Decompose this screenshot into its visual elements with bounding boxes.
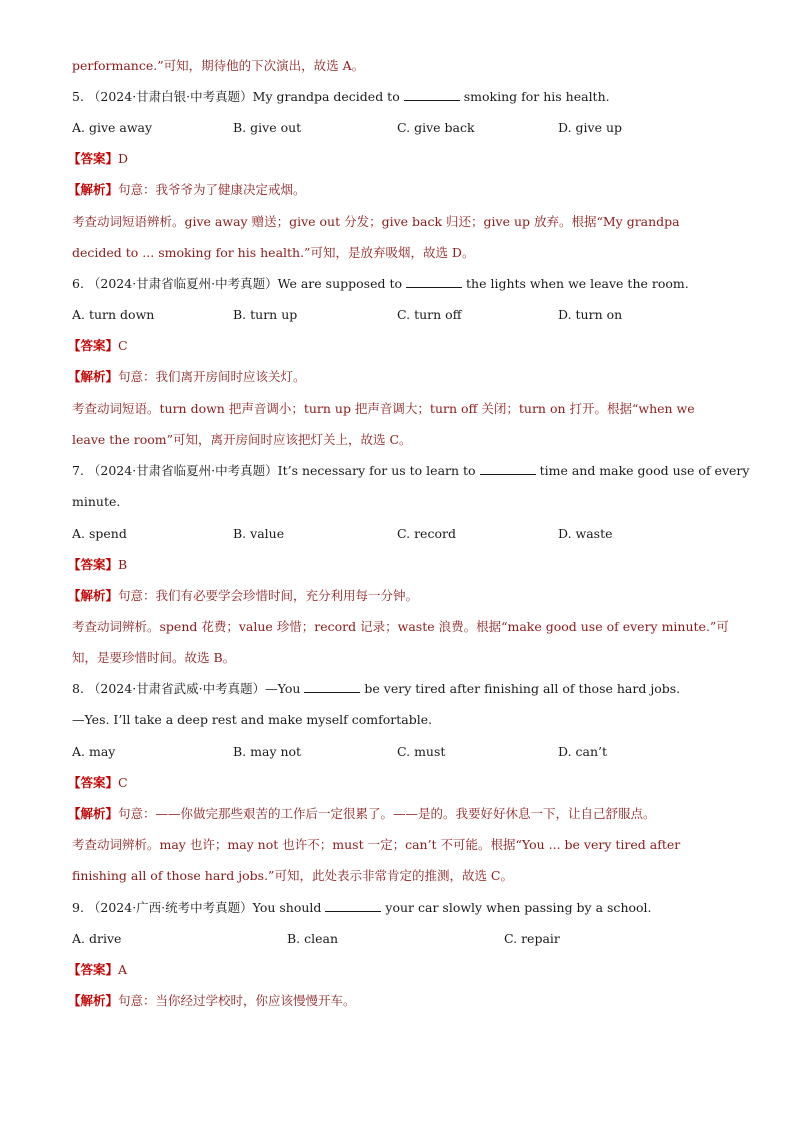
answer-value: B bbox=[118, 557, 128, 572]
analysis-text: 考查动词辨析。spend 花费；value 珍惜；record 记录；waste 浪费。根据“make good use of every minute.”可 bbox=[72, 619, 729, 634]
analysis-text: leave the room”可知，离开房间时应该把灯关上，故选 C。 bbox=[72, 432, 412, 447]
option-a: A. turn down bbox=[72, 307, 155, 322]
question-7-stem bbox=[72, 462, 749, 480]
analysis-line bbox=[68, 181, 306, 199]
question-5-stem bbox=[72, 88, 610, 106]
analysis-text: decided to ... smoking for his health.”可知，是放弃吸烟，故选 D。 bbox=[72, 245, 475, 260]
option-c: C. record bbox=[397, 526, 456, 541]
analysis-line bbox=[68, 587, 418, 605]
option-c: C. must bbox=[397, 744, 446, 759]
analysis-line bbox=[68, 992, 356, 1010]
stem-text: 6. （2024·甘肃省临夏州·中考真题）We are supposed to bbox=[72, 276, 402, 291]
analysis-label: 【解析】 bbox=[68, 993, 119, 1008]
analysis-label: 【解析】 bbox=[68, 369, 119, 384]
option-b: B. turn up bbox=[233, 307, 298, 322]
answer-value: A bbox=[118, 962, 128, 977]
answer-blank bbox=[480, 462, 536, 475]
option-a: A. drive bbox=[72, 931, 122, 946]
stem-continuation: minute. bbox=[72, 494, 121, 509]
option-a: A. may bbox=[72, 744, 116, 759]
answer-line bbox=[68, 556, 127, 574]
answer-label: 【答案】 bbox=[68, 557, 119, 572]
option-c: C. repair bbox=[504, 931, 560, 946]
analysis-text: 考查动词短语辨析。give away 赠送；give out 分发；give back 归还；give up 放弃。根据“My grandpa bbox=[72, 214, 680, 229]
analysis-label: 【解析】 bbox=[68, 182, 119, 197]
option-a: A. spend bbox=[72, 526, 127, 541]
answer-blank bbox=[325, 899, 381, 912]
analysis-text: 句意：——你做完那些艰苦的工作后一定很累了。——是的。我要好好休息一下，让自己舒服点。 bbox=[118, 806, 656, 821]
answer-value: D bbox=[118, 151, 129, 166]
stem-text: 8. （2024·甘肃省武威·中考真题）—You bbox=[72, 681, 301, 696]
analysis-text: 考查动词短语。turn down 把声音调小；turn up 把声音调大；turn off 关闭；turn on 打开。根据“when we bbox=[72, 401, 695, 416]
stem-text: 5. （2024·甘肃白银·中考真题）My grandpa decided to bbox=[72, 89, 400, 104]
analysis-text: 句意：我们有必要学会珍惜时间，充分利用每一分钟。 bbox=[118, 588, 419, 603]
question-8-stem bbox=[72, 680, 680, 698]
analysis-text: 句意：我爷爷为了健康决定戒烟。 bbox=[118, 182, 306, 197]
answer-blank bbox=[404, 88, 460, 101]
answer-value: C bbox=[118, 775, 128, 790]
answer-line bbox=[68, 337, 128, 355]
option-c: C. turn off bbox=[397, 307, 462, 322]
stem-continuation: —Yes. I’ll take a deep rest and make myself comfortable. bbox=[72, 712, 433, 727]
answer-label: 【答案】 bbox=[68, 338, 119, 353]
analysis-text: 句意：当你经过学校时，你应该慢慢开车。 bbox=[118, 993, 356, 1008]
analysis-line bbox=[68, 805, 656, 823]
option-b: B. give out bbox=[233, 120, 302, 135]
option-b: B. clean bbox=[287, 931, 339, 946]
stem-text: smoking for his health. bbox=[463, 89, 610, 104]
option-d: D. turn on bbox=[558, 307, 623, 322]
analysis-line bbox=[68, 368, 306, 386]
answer-label: 【答案】 bbox=[68, 151, 119, 166]
answer-line bbox=[68, 961, 127, 979]
option-d: D. waste bbox=[558, 526, 613, 541]
option-d: D. give up bbox=[558, 120, 623, 135]
answer-value: C bbox=[118, 338, 128, 353]
option-b: B. may not bbox=[233, 744, 302, 759]
answer-blank bbox=[406, 275, 462, 288]
answer-line bbox=[68, 150, 128, 168]
analysis-text: 句意：我们离开房间时应该关灯。 bbox=[118, 369, 306, 384]
answer-label: 【答案】 bbox=[68, 775, 119, 790]
question-6-stem bbox=[72, 275, 689, 293]
option-a: A. give away bbox=[72, 120, 153, 135]
option-b: B. value bbox=[233, 526, 285, 541]
option-c: C. give back bbox=[397, 120, 475, 135]
stem-text: time and make good use of every bbox=[539, 463, 750, 478]
analysis-label: 【解析】 bbox=[68, 806, 119, 821]
stem-text: 9. （2024·广西·统考中考真题）You should bbox=[72, 900, 322, 915]
option-d: D. can’t bbox=[558, 744, 608, 759]
question-9-stem bbox=[72, 899, 652, 917]
analysis-label: 【解析】 bbox=[68, 588, 119, 603]
analysis-text: 知，是要珍惜时间。故选 B。 bbox=[72, 650, 236, 665]
answer-line bbox=[68, 774, 128, 792]
analysis-continuation: performance.”可知，期待他的下次演出，故选 A。 bbox=[72, 58, 365, 73]
answer-blank bbox=[304, 680, 360, 693]
analysis-text: finishing all of those hard jobs.”可知，此处表示非常肯定的推测，故选 C。 bbox=[72, 868, 513, 883]
stem-text: the lights when we leave the room. bbox=[466, 276, 689, 291]
stem-text: your car slowly when passing by a school. bbox=[385, 900, 652, 915]
stem-text: 7. （2024·甘肃省临夏州·中考真题）It’s necessary for us to learn to bbox=[72, 463, 476, 478]
analysis-text: 考查动词辨析。may 也许；may not 也许不；must 一定；can’t 不可能。根据“You ... be very tired after bbox=[72, 837, 681, 852]
stem-text: be very tired after finishing all of those hard jobs. bbox=[364, 681, 681, 696]
answer-label: 【答案】 bbox=[68, 962, 119, 977]
